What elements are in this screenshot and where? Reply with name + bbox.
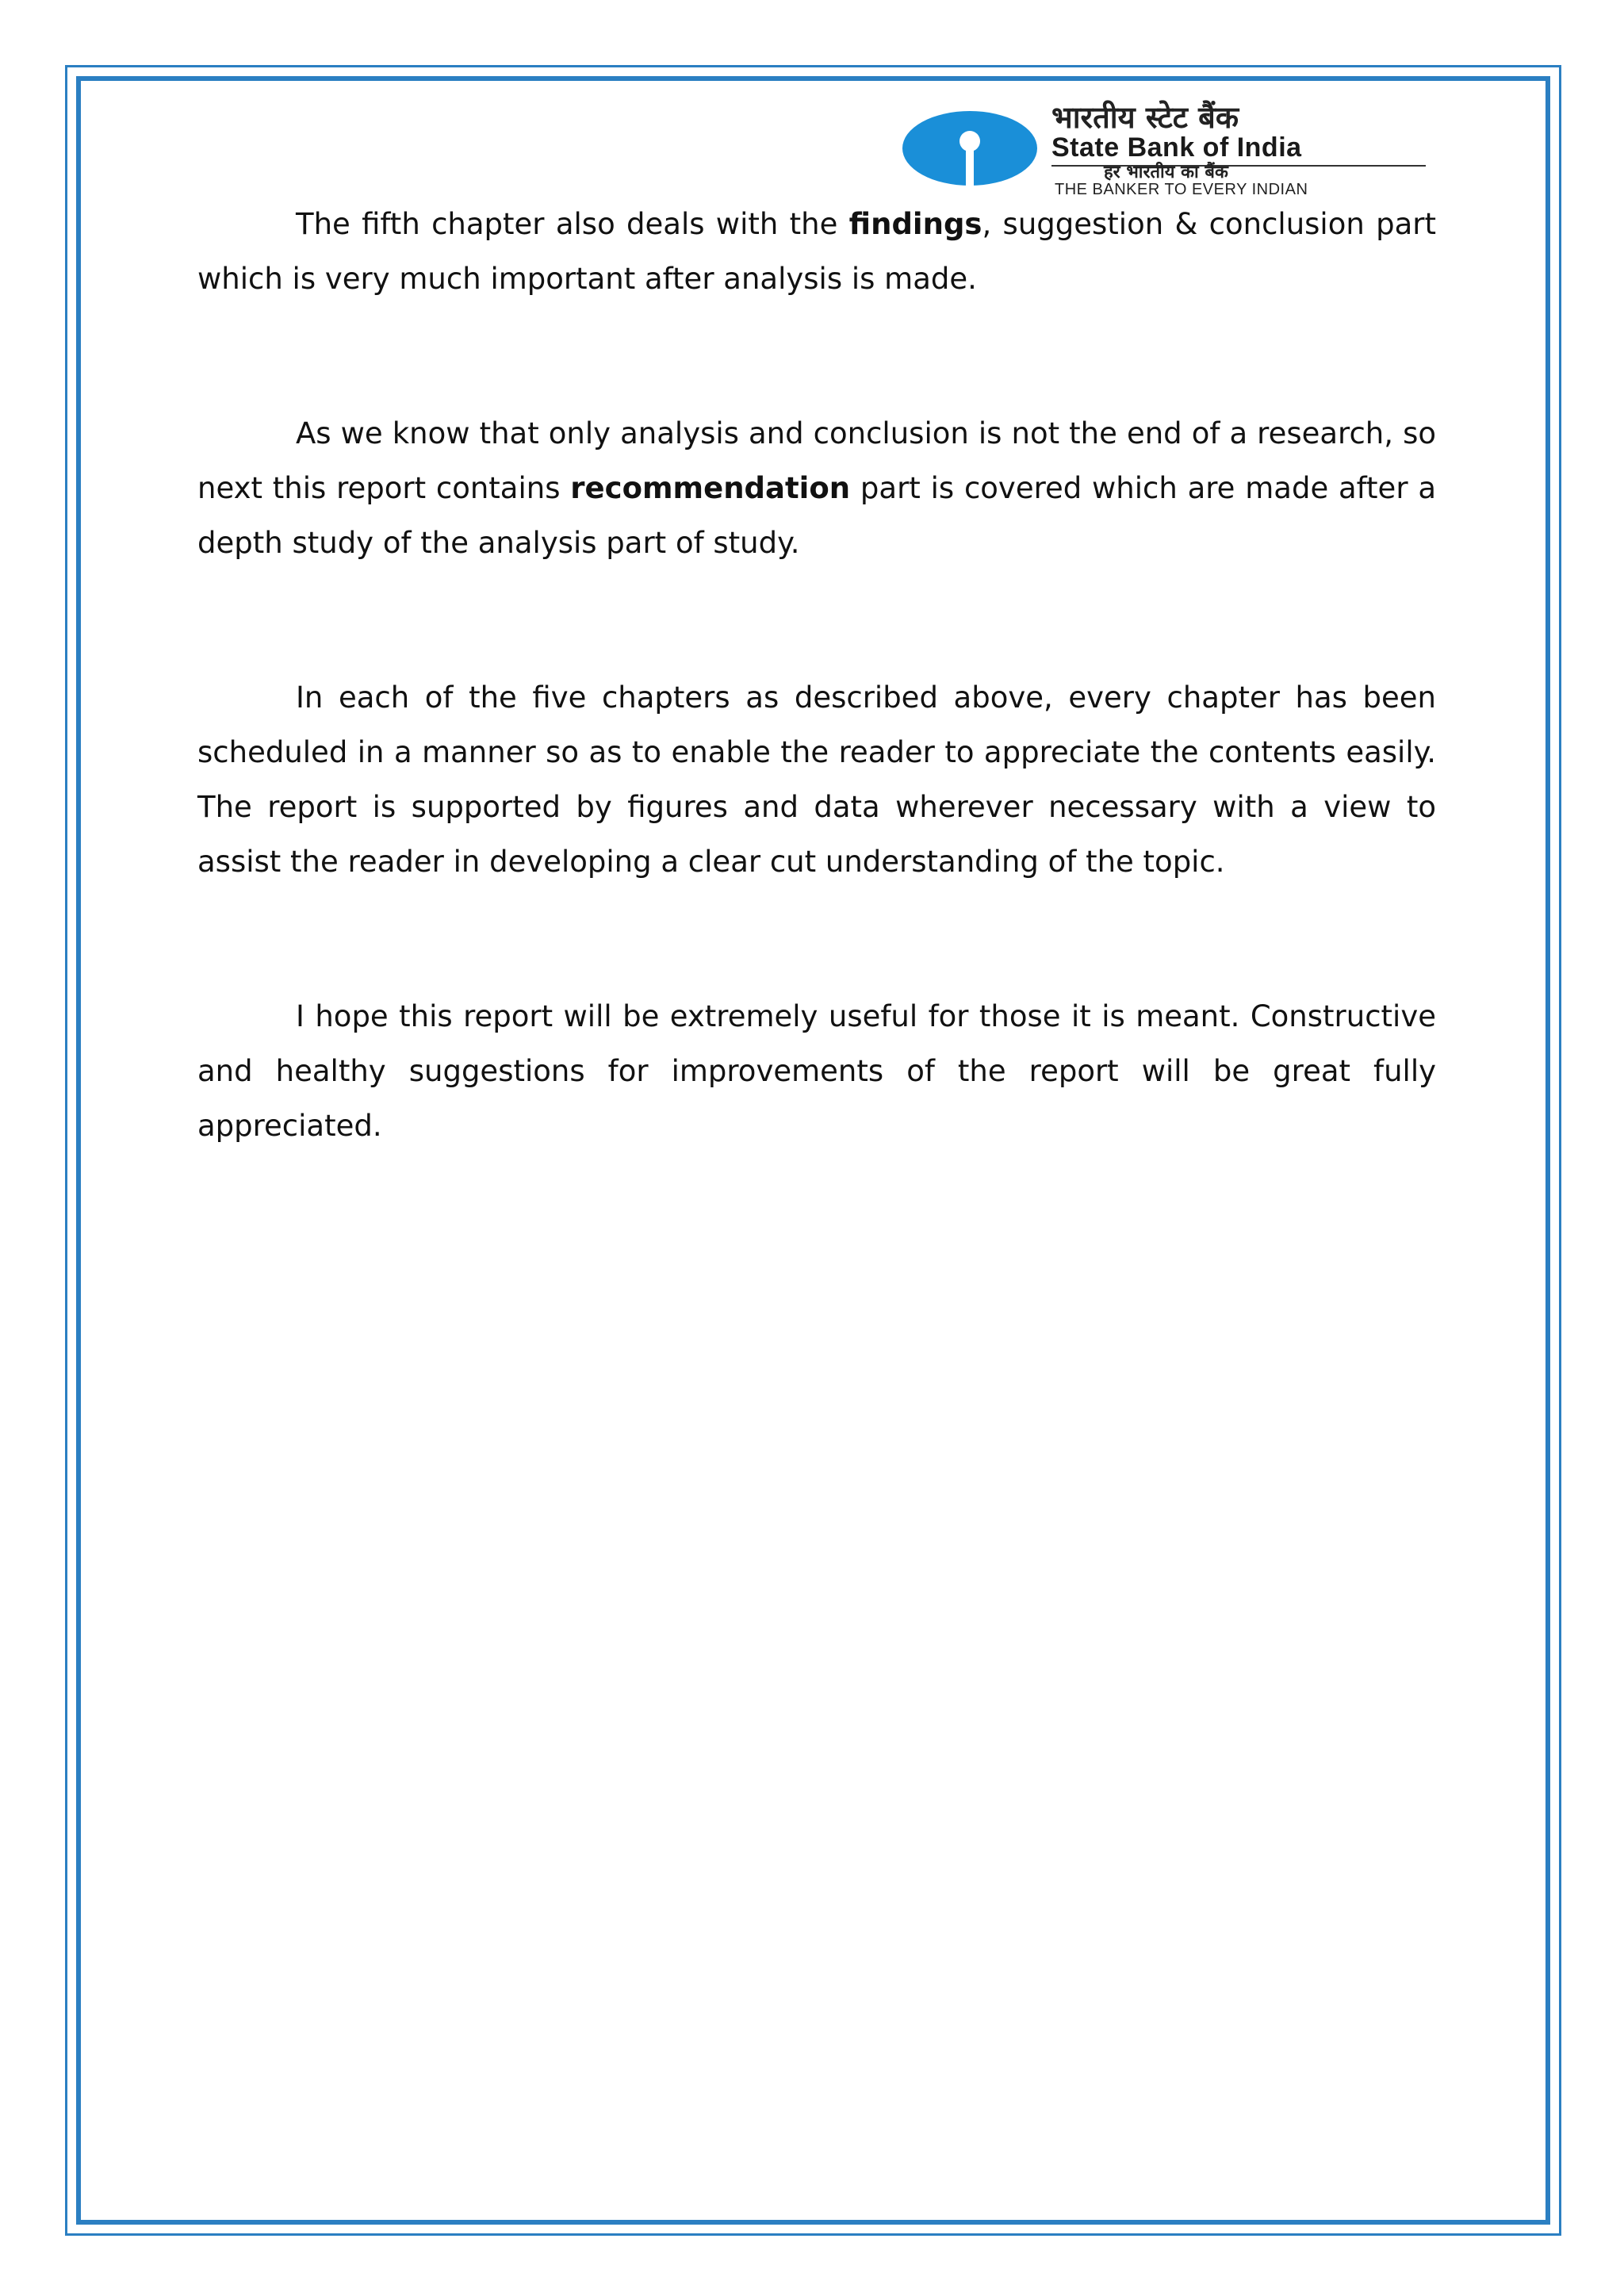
logo-hindi-tagline: हर भारतीय का बैंक — [1104, 163, 1228, 182]
logo-english-name: State Bank of India — [1051, 132, 1302, 163]
logo-tagline: THE BANKER TO EVERY INDIAN — [1055, 181, 1308, 198]
bold-term-recommendation: recommendation — [570, 471, 851, 505]
bold-term-findings: findings — [848, 207, 982, 241]
paragraph-text: The fifth chapter also deals with the — [296, 207, 849, 241]
logo-hindi-name: भारतीय स्टेट बैंक — [1051, 100, 1239, 135]
paragraph-text: , suggestion & conclusion part which is very much important after analysis is made. — [197, 207, 1436, 296]
sbi-emblem-icon — [902, 111, 1037, 186]
paragraph-findings — [197, 197, 1436, 306]
logo-text — [1051, 102, 1426, 198]
paragraph-recommendation — [197, 406, 1436, 570]
paragraph-closing: I hope this report will be extremely useful for those it is meant. Constructive and healthy suggestions for improvements of the report will be great fully appreciated. — [197, 999, 1436, 1143]
paragraph-chapters: In each of the five chapters as described above, every chapter has been scheduled in a manner so as to enable the reader to appreciate the contents easily. The report is supported by figures and data wherever necessary with a view to assist the reader in developing a clear cut understanding of the topic. — [197, 680, 1436, 879]
document-body — [197, 197, 1436, 1253]
paragraph-text: part is covered which are made after a depth study of the analysis part of study. — [197, 471, 1437, 560]
paragraph-text: As we know that only analysis and conclusion is not the end of a research, so next this report contains — [197, 416, 1436, 505]
sbi-logo — [902, 102, 1426, 198]
